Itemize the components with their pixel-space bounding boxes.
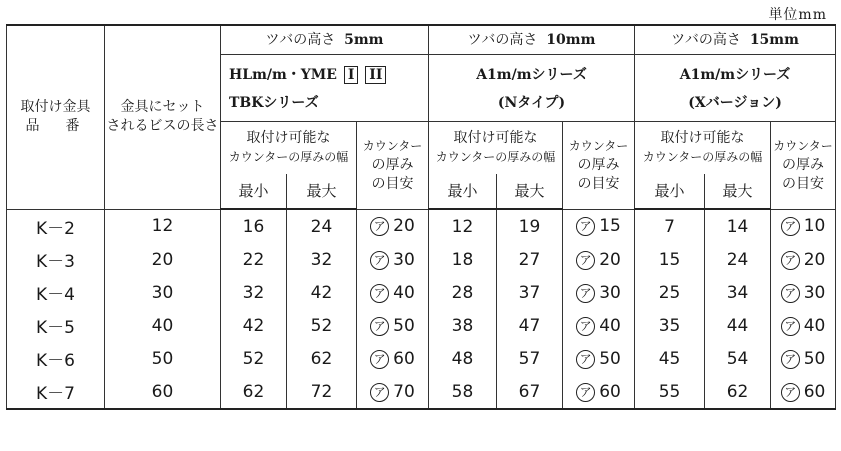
table-row [7,375,836,409]
circle-mark: ア [370,383,389,402]
guide-cell: ア 70 [357,375,429,409]
max-cell: 24 [705,243,771,276]
max-cell: 34 [705,276,771,309]
guide-cell: ア 20 [357,209,429,243]
min-cell: 55 [635,375,705,409]
max-cell: 24 [287,209,357,243]
guide-cell: ア 30 [771,276,836,309]
max-cell: 47 [497,309,563,342]
circle-mark: ア [781,317,800,336]
guide-cell: ア 50 [771,342,836,375]
circle-mark: ア [781,284,800,303]
min-cell: 32 [221,276,287,309]
screw-length-cell: 12 [105,209,221,243]
circle-mark: ア [370,317,389,336]
screw-length-header: 金具にセット されるビスの長さ [105,25,221,209]
max-cell: 62 [705,375,771,409]
guide-cell: ア 60 [771,375,836,409]
max-header-10: 最大 [497,174,563,209]
guide-cell: ア 60 [357,342,429,375]
table-row [7,243,836,276]
max-cell: 72 [287,375,357,409]
min-cell: 52 [221,342,287,375]
circle-mark: ア [576,383,595,402]
max-cell: 32 [287,243,357,276]
max-cell: 57 [497,342,563,375]
min-cell: 28 [429,276,497,309]
table-row [7,309,836,342]
circle-mark: ア [370,284,389,303]
guide-cell: ア 40 [357,276,429,309]
series-10mm: A1m/mシリーズ (Nタイプ) [429,55,635,122]
guide-title-10: カウンター の厚み の目安 [563,122,635,210]
min-cell: 38 [429,309,497,342]
group-15mm-height: ツバの高さ 15mm [635,25,836,55]
part-number-cell: K－7 [7,375,105,409]
min-cell: 58 [429,375,497,409]
circle-mark: ア [370,251,389,270]
max-cell: 14 [705,209,771,243]
guide-cell: ア 60 [563,375,635,409]
min-cell: 7 [635,209,705,243]
max-cell: 54 [705,342,771,375]
max-cell: 67 [497,375,563,409]
circle-mark: ア [781,251,800,270]
circle-mark: ア [576,217,595,236]
series-box-2: II [365,66,386,84]
screw-length-cell: 40 [105,309,221,342]
max-cell: 42 [287,276,357,309]
max-cell: 19 [497,209,563,243]
min-header-15: 最小 [635,174,705,209]
table-row [7,209,836,243]
part-number-cell: K－6 [7,342,105,375]
screw-length-cell: 30 [105,276,221,309]
circle-mark: ア [781,350,800,369]
max-cell: 62 [287,342,357,375]
table-row [7,276,836,309]
part-number-cell: K－4 [7,276,105,309]
min-cell: 62 [221,375,287,409]
guide-title-5: カウンター の厚み の目安 [357,122,429,210]
circle-mark: ア [576,350,595,369]
min-cell: 16 [221,209,287,243]
min-cell: 35 [635,309,705,342]
min-cell: 25 [635,276,705,309]
bracket-spec-table [6,24,836,410]
unit-label: 単位mm [768,7,827,23]
part-number-header: 取付け金具 品 番 [7,25,105,209]
min-cell: 22 [221,243,287,276]
part-number-cell: K－3 [7,243,105,276]
group-5mm-height: ツバの高さ 5mm [221,25,429,55]
guide-title-15: カウンター の厚み の目安 [771,122,836,210]
circle-mark: ア [370,350,389,369]
guide-cell: ア 10 [771,209,836,243]
min-header-5: 最小 [221,174,287,209]
guide-cell: ア 40 [563,309,635,342]
series-box-1: I [344,66,359,84]
circle-mark: ア [576,284,595,303]
group-10mm-height: ツバの高さ 10mm [429,25,635,55]
circle-mark: ア [781,383,800,402]
max-header-15: 最大 [705,174,771,209]
min-cell: 12 [429,209,497,243]
guide-cell: ア 40 [771,309,836,342]
max-cell: 44 [705,309,771,342]
min-cell: 18 [429,243,497,276]
guide-cell: ア 30 [563,276,635,309]
max-header-5: 最大 [287,174,357,209]
circle-mark: ア [576,251,595,270]
circle-mark: ア [781,217,800,236]
min-cell: 45 [635,342,705,375]
part-number-cell: K－5 [7,309,105,342]
series-5mm: HLm/m・YME I II TBKシリーズ [221,55,429,122]
guide-cell: ア 50 [357,309,429,342]
screw-length-cell: 60 [105,375,221,409]
range-title-5: 取付け可能な カウンターの厚みの幅 [221,122,357,175]
screw-length-cell: 20 [105,243,221,276]
guide-cell: ア 50 [563,342,635,375]
range-title-15: 取付け可能な カウンターの厚みの幅 [635,122,771,175]
circle-mark: ア [370,217,389,236]
min-cell: 48 [429,342,497,375]
series-15mm: A1m/mシリーズ (Xバージョン) [635,55,836,122]
table-row [7,342,836,375]
guide-cell: ア 15 [563,209,635,243]
range-title-10: 取付け可能な カウンターの厚みの幅 [429,122,563,175]
max-cell: 52 [287,309,357,342]
guide-cell: ア 20 [771,243,836,276]
guide-cell: ア 20 [563,243,635,276]
part-number-cell: K－2 [7,209,105,243]
screw-length-cell: 50 [105,342,221,375]
guide-cell: ア 30 [357,243,429,276]
max-cell: 27 [497,243,563,276]
circle-mark: ア [576,317,595,336]
min-header-10: 最小 [429,174,497,209]
min-cell: 15 [635,243,705,276]
min-cell: 42 [221,309,287,342]
max-cell: 37 [497,276,563,309]
